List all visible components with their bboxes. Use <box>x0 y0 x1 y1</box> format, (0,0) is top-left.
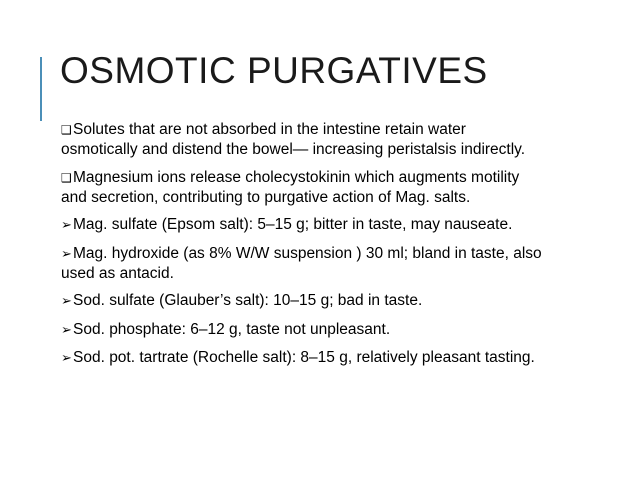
title-accent-bar <box>40 57 42 121</box>
bullet-text-line: osmotically and distend the bowel— increasing peristalsis indirectly. <box>61 141 526 158</box>
arrowhead-bullet-icon: ➢ <box>61 246 72 262</box>
bullet-text-line: Mag. sulfate (Epsom salt): 5–15 g; bitter in taste, may nauseate. <box>73 216 513 233</box>
bullet-text-line: Magnesium ions release cholecystokinin which augments motility <box>73 168 520 186</box>
bullet-text-line: and secretion, contributing to purgative action of Mag. salts. <box>61 188 471 206</box>
hollow-square-bullet-icon: ❑ <box>61 170 72 185</box>
bullet-item-sod-phosphate <box>61 320 631 340</box>
arrowhead-bullet-icon: ➢ <box>61 294 72 309</box>
arrowhead-bullet-icon: ➢ <box>61 322 72 338</box>
bullet-item-mag-hydroxide <box>61 244 631 283</box>
bullet-text-line: Sod. pot. tartrate (Rochelle salt): 8–15 g, relatively pleasant tasting. <box>73 349 535 366</box>
bullet-text-line: Sod. sulfate (Glauber’s salt): 10–15 g; bad in taste. <box>73 292 423 309</box>
bullet-text-line: Sod. phosphate: 6–12 g, taste not unpleasant. <box>73 320 391 338</box>
bullet-item-solutes <box>61 120 631 159</box>
arrowhead-bullet-icon: ➢ <box>61 218 72 233</box>
hollow-square-bullet-icon: ❑ <box>61 123 72 137</box>
bullet-item-mag-sulfate <box>61 215 631 235</box>
bullet-text-line: used as antacid. <box>61 264 174 282</box>
bullet-text-line: Solutes that are not absorbed in the intestine retain water <box>73 121 466 138</box>
bullet-item-sod-sulfate <box>61 291 631 311</box>
bullet-item-sod-pot-tartrate <box>61 348 631 368</box>
bullet-item-magnesium-ions <box>61 168 631 207</box>
bullet-list <box>61 120 631 377</box>
arrowhead-bullet-icon: ➢ <box>61 351 72 366</box>
bullet-text-line: Mag. hydroxide (as 8% W/W suspension ) 30 ml; bland in taste, also <box>73 244 542 262</box>
slide-title: OSMOTIC PURGATIVES <box>60 50 488 91</box>
